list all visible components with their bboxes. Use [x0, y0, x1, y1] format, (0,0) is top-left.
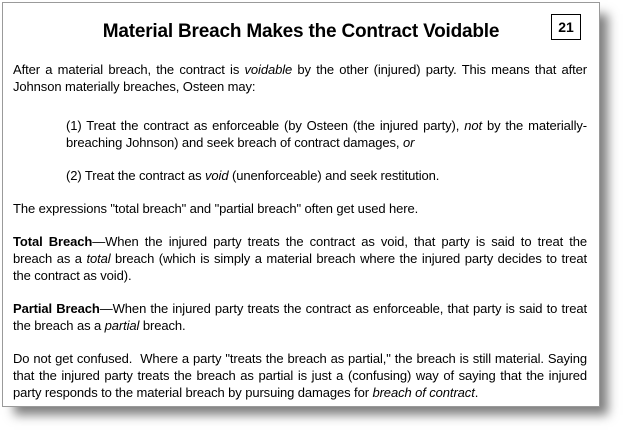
paragraph — [13, 350, 587, 401]
paragraph — [13, 200, 587, 217]
text-run: breach. — [139, 318, 186, 333]
paragraph — [13, 117, 587, 151]
text-run: (2) Treat the contract as — [66, 168, 206, 183]
text-run: Partial Breach — [13, 301, 100, 316]
slide-number: 21 — [558, 19, 574, 35]
text-run: breach of contract — [372, 385, 475, 400]
paragraph — [13, 61, 587, 95]
text-run: . — [474, 385, 479, 400]
text-run: (1) Treat the contract as enforceable (by Osteen (the injured party), — [66, 118, 465, 133]
paragraph — [13, 300, 587, 334]
text-run: breach (which is simply a material breach where the injured party decides to treat the contract as void). — [13, 251, 587, 283]
slide-body — [3, 61, 599, 401]
text-run: not — [464, 118, 482, 133]
page-title: Material Breach Makes the Contract Voidable — [102, 21, 500, 42]
paragraph — [13, 233, 587, 284]
text-run: —When the injured party treats the contract as enforceable, that party is said to treat the breach as a — [13, 301, 587, 333]
paragraph — [13, 167, 587, 184]
text-run: by the other (injured) party. This means that after Johnson materially breaches, Osteen may: — [13, 62, 587, 94]
slide — [2, 2, 600, 407]
slide-header — [3, 3, 599, 61]
text-run: The expressions "total breach" and "partial breach" often get used here. — [13, 201, 419, 216]
text-run: or — [402, 135, 415, 150]
text-run: void — [205, 168, 229, 183]
text-run: Do not get confused. Where a party "treats the breach as partial," the breach is still material. Saying that the injured party treats the breach as partial is just a (confusing) way of saying that the injured party responds to the material breach by pursuing damages for — [13, 351, 587, 400]
text-run: by the materially-breaching Johnson) and seek breach of contract damages, — [66, 118, 587, 150]
slide-number-box — [551, 14, 581, 40]
text-run: Total Breach — [13, 234, 93, 249]
text-run: After a material breach, the contract is — [13, 62, 245, 77]
text-run: —When the injured party treats the contract as void, that party is said to treat the breach as a — [13, 234, 587, 266]
text-run: total — [86, 251, 111, 266]
text-run: partial — [104, 318, 140, 333]
text-run: (unenforceable) and seek restitution. — [228, 168, 440, 183]
text-run: voidable — [244, 62, 293, 77]
